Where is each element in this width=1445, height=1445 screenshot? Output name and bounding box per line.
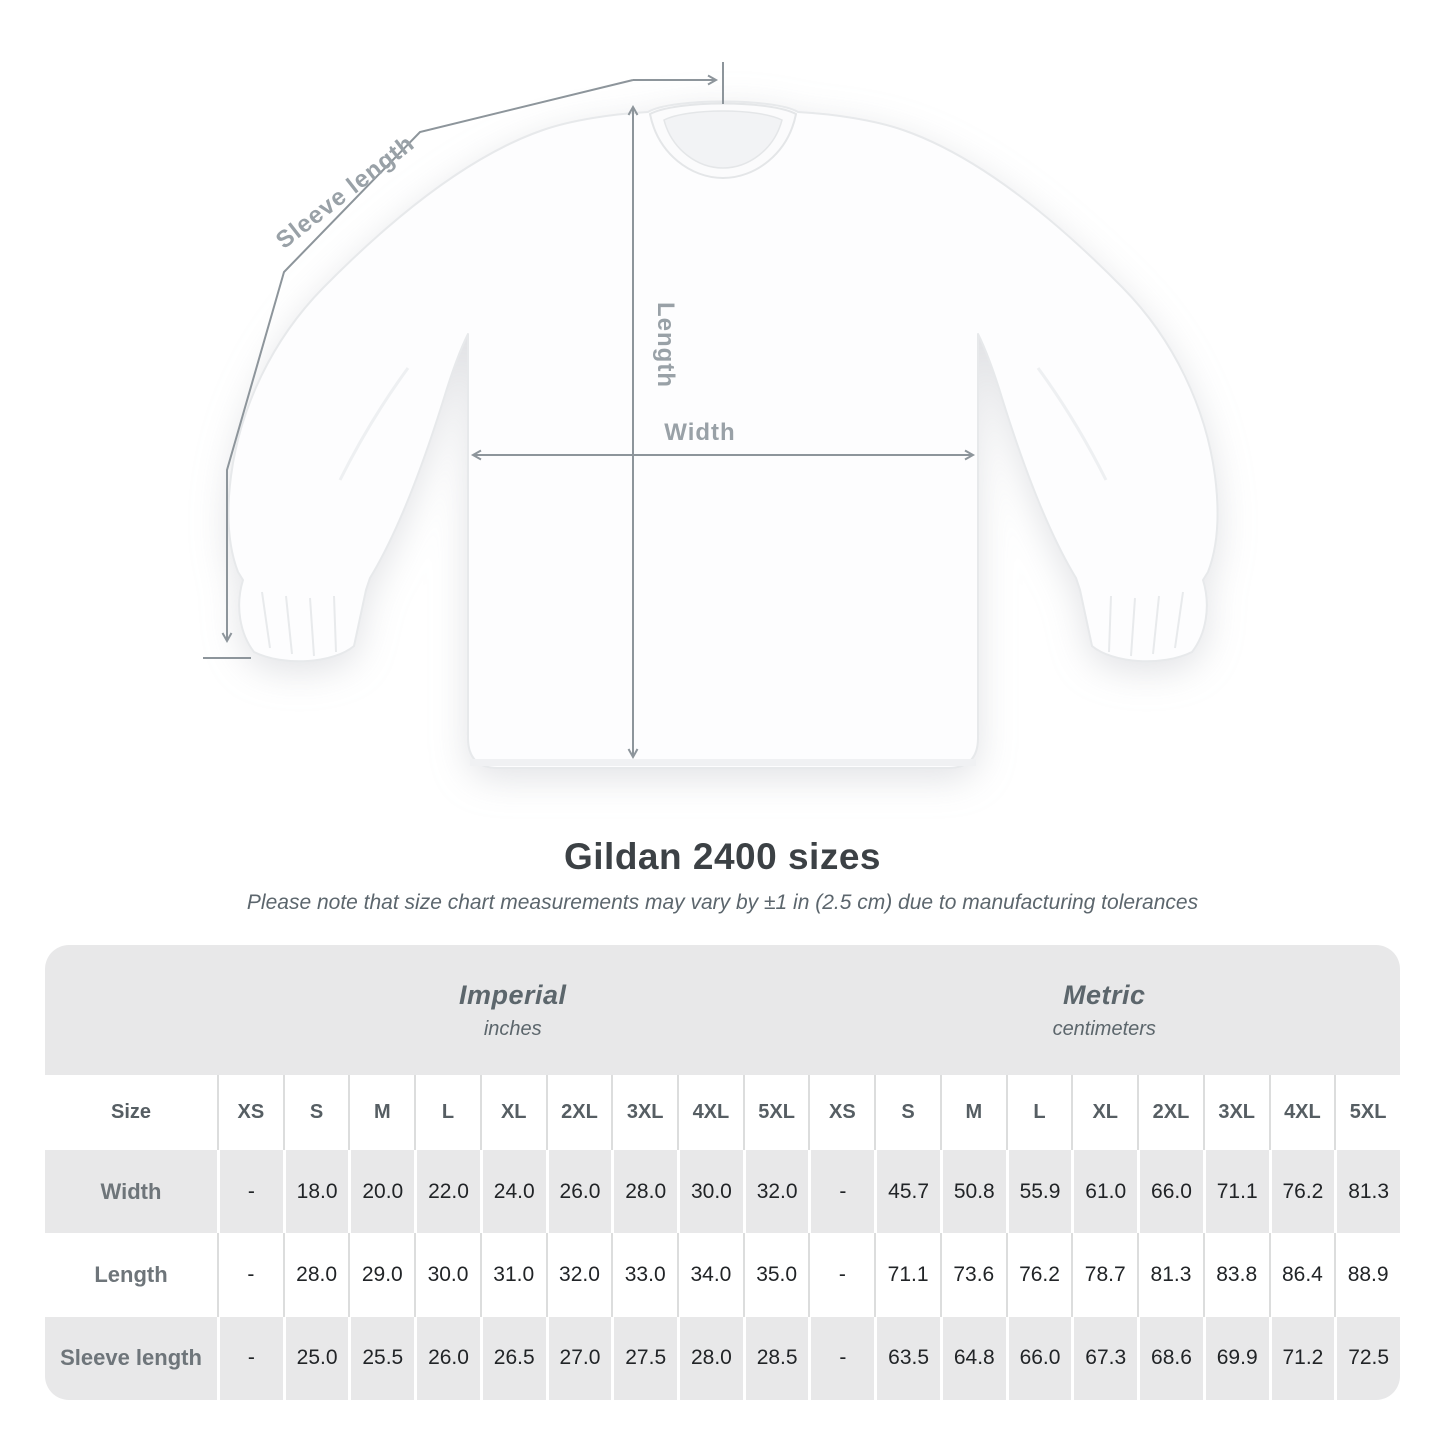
size-header-imperial-l: L (414, 1075, 480, 1150)
metric-header (809, 945, 1401, 1075)
metric-label: Metric (1062, 979, 1146, 1010)
value-cell: 73.6 (940, 1233, 1006, 1316)
value-cell: 20.0 (348, 1150, 414, 1233)
size-header-imperial-3xl: 3XL (611, 1075, 677, 1150)
row-label: Sleeve length (60, 1345, 202, 1371)
value-cell: 76.2 (1006, 1233, 1072, 1316)
table-row-length (45, 1233, 1400, 1316)
page-title: Gildan 2400 sizes (563, 836, 881, 877)
size-header-row (45, 1075, 1400, 1150)
value-cell: - (808, 1233, 874, 1316)
value-cell: 68.6 (1137, 1317, 1203, 1400)
value-cell: 33.0 (611, 1233, 677, 1316)
value-cell: - (808, 1150, 874, 1233)
row-label: Length (94, 1261, 168, 1287)
row-label: Width (100, 1178, 162, 1204)
table-row-width (45, 1150, 1400, 1233)
hem-shadow (470, 759, 976, 766)
value-cell: 30.0 (677, 1150, 743, 1233)
value-cell: 76.2 (1269, 1150, 1335, 1233)
value-cell: 34.0 (677, 1233, 743, 1316)
length-label: Length (652, 302, 679, 388)
unit-header-row (45, 945, 1400, 1075)
size-header-imperial-m: M (348, 1075, 414, 1150)
metric-unit: centimeters (1052, 1017, 1156, 1040)
value-cell: 50.8 (940, 1150, 1006, 1233)
value-cell: 71.1 (1203, 1150, 1269, 1233)
value-cell: 28.0 (283, 1233, 349, 1316)
value-cell: 71.2 (1269, 1317, 1335, 1400)
value-cell: 63.5 (874, 1317, 940, 1400)
value-cell: 27.0 (546, 1317, 612, 1400)
size-header-imperial-5xl: 5XL (743, 1075, 809, 1150)
value-cell: 64.8 (940, 1317, 1006, 1400)
value-cell: 26.0 (414, 1317, 480, 1400)
size-header-imperial-s: S (283, 1075, 349, 1150)
size-header-metric-4xl: 4XL (1269, 1075, 1335, 1150)
value-cell: 88.9 (1334, 1233, 1400, 1316)
value-cell: 25.5 (348, 1317, 414, 1400)
value-cell: - (217, 1150, 283, 1233)
size-header-metric-5xl: 5XL (1334, 1075, 1400, 1150)
value-cell: 55.9 (1006, 1150, 1072, 1233)
value-cell: 72.5 (1334, 1317, 1400, 1400)
value-cell: 66.0 (1137, 1150, 1203, 1233)
value-cell: - (217, 1233, 283, 1316)
size-header-metric-xl: XL (1071, 1075, 1137, 1150)
size-header-metric-l: L (1006, 1075, 1072, 1150)
size-corner-label: Size (110, 1101, 152, 1123)
size-header-imperial-xs: XS (217, 1075, 283, 1150)
value-cell: 66.0 (1006, 1317, 1072, 1400)
value-cell: 28.0 (611, 1150, 677, 1233)
size-header-metric-3xl: 3XL (1203, 1075, 1269, 1150)
value-cell: 71.1 (874, 1233, 940, 1316)
value-cell: 32.0 (546, 1233, 612, 1316)
value-cell: 81.3 (1334, 1150, 1400, 1233)
size-header-imperial-2xl: 2XL (546, 1075, 612, 1150)
value-cell: 26.5 (480, 1317, 546, 1400)
value-cell: 45.7 (874, 1150, 940, 1233)
value-cell: 86.4 (1269, 1233, 1335, 1316)
value-cell: - (808, 1317, 874, 1400)
width-label: Width (664, 419, 736, 446)
value-cell: 78.7 (1071, 1233, 1137, 1316)
imperial-unit: inches (483, 1017, 542, 1040)
imperial-header (217, 945, 809, 1075)
size-table (45, 945, 1400, 1400)
value-cell: 31.0 (480, 1233, 546, 1316)
value-cell: 22.0 (414, 1150, 480, 1233)
size-header-imperial-4xl: 4XL (677, 1075, 743, 1150)
table-row-sleeve-length (45, 1317, 1400, 1400)
size-header-metric-2xl: 2XL (1137, 1075, 1203, 1150)
size-header-metric-s: S (874, 1075, 940, 1150)
value-cell: 67.3 (1071, 1317, 1137, 1400)
value-cell: 69.9 (1203, 1317, 1269, 1400)
value-cell: 26.0 (546, 1150, 612, 1233)
value-cell: 83.8 (1203, 1233, 1269, 1316)
value-cell: 27.5 (611, 1317, 677, 1400)
size-header-imperial-xl: XL (480, 1075, 546, 1150)
value-cell: 81.3 (1137, 1233, 1203, 1316)
size-table-body (45, 1150, 1400, 1400)
value-cell: 28.0 (677, 1317, 743, 1400)
tolerance-note: Please note that size chart measurements may vary by ±1 in (2.5 cm) due to manufacturing tolerances (246, 891, 1199, 914)
imperial-label: Imperial (458, 979, 567, 1010)
value-cell: 61.0 (1071, 1150, 1137, 1233)
value-cell: 30.0 (414, 1233, 480, 1316)
value-cell: 18.0 (283, 1150, 349, 1233)
value-cell: 25.0 (283, 1317, 349, 1400)
value-cell: 28.5 (743, 1317, 809, 1400)
sleeve-length-label: Sleeve length (270, 129, 420, 255)
value-cell: 24.0 (480, 1150, 546, 1233)
value-cell: 32.0 (743, 1150, 809, 1233)
size-header-metric-m: M (940, 1075, 1006, 1150)
size-header-metric-xs: XS (808, 1075, 874, 1150)
value-cell: - (217, 1317, 283, 1400)
value-cell: 35.0 (743, 1233, 809, 1316)
value-cell: 29.0 (348, 1233, 414, 1316)
